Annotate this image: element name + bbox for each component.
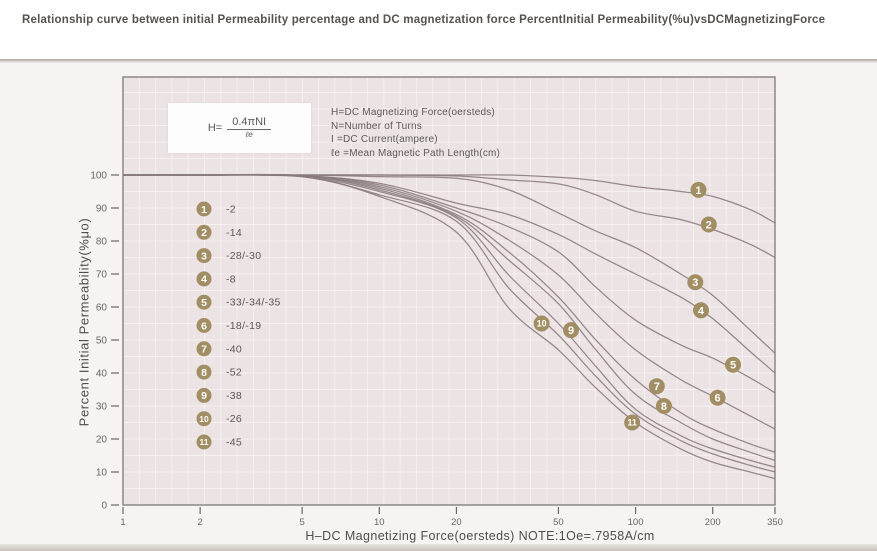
x-tick-label: 2 [197, 517, 203, 528]
definition-line-i: I =DC Current(ampere) [331, 134, 438, 145]
x-tick-label: 350 [767, 517, 783, 528]
definition-line-n: N=Number of Turns [331, 120, 422, 132]
legend-value-9: -38 [226, 389, 243, 402]
y-tick-label: 90 [95, 203, 107, 215]
definition-line-h: H=DC Magnetizing Force(oersteds) [331, 107, 495, 118]
formula-fraction [227, 116, 271, 140]
x-tick-label: 50 [553, 517, 564, 528]
y-axis-label: Percent Initial Permeability(%μo) [76, 217, 92, 427]
y-tick-label: 80 [95, 236, 107, 248]
y-tick-label: 40 [95, 368, 107, 380]
formula-lhs: H= [207, 122, 223, 134]
curve-badge-label-3: 3 [692, 277, 699, 290]
legend-value-7: -40 [226, 343, 243, 356]
x-tick-label: 100 [627, 517, 644, 528]
y-tick-label: 60 [95, 302, 107, 314]
legend-value-3: -28/-30 [226, 250, 262, 263]
legend-value-5: -33/-34/-35 [226, 296, 281, 309]
curve-badge-label-5: 5 [201, 296, 207, 309]
curve-badge-label-9: 9 [567, 325, 575, 338]
x-tick-label: 20 [451, 517, 462, 528]
legend-value-6: -18/-19 [226, 320, 262, 332]
curve-badge-label-11: 11 [627, 417, 637, 428]
curve-badge-label-7: 7 [201, 343, 207, 356]
photo-bottom-edge [0, 544, 877, 551]
definitions-block [331, 106, 500, 160]
y-tick-label: 30 [95, 401, 107, 413]
legend-value-4: -8 [226, 273, 236, 286]
y-tick-label: 10 [95, 467, 107, 479]
formula-box [168, 103, 311, 153]
curve-badge-label-7: 7 [653, 381, 660, 394]
y-tick-label: 100 [90, 170, 107, 182]
curve-badge-label-8: 8 [201, 366, 207, 379]
curve-badge-label-9: 9 [201, 390, 207, 403]
page-title: Relationship curve between initial Permeability percentage and DC magnetization force PercentInitial Permeability(%u)vsDCMagnetizingForce [22, 14, 826, 26]
y-tick-label: 20 [95, 434, 107, 446]
curve-badge-label-8: 8 [660, 400, 667, 413]
y-tick-label: 50 [95, 335, 107, 347]
curve-badge-label-3: 3 [201, 250, 207, 263]
definition-line-le: ℓe =Mean Magnetic Path Length(cm) [331, 147, 501, 159]
curve-badge-label-6: 6 [201, 320, 207, 333]
curve-badge-label-10: 10 [536, 318, 547, 329]
curve-badge-label-11: 11 [199, 437, 209, 448]
curve-badge-label-6: 6 [714, 392, 721, 405]
curve-badge-label-1: 1 [695, 184, 702, 197]
curve-badge-label-4: 4 [697, 305, 705, 318]
y-tick-label: 0 [101, 500, 107, 512]
curve-badge-label-4: 4 [201, 273, 207, 286]
y-tick-label: 70 [95, 269, 107, 281]
legend-value-8: -52 [226, 366, 243, 379]
curve-badge-label-10: 10 [199, 413, 209, 424]
x-axis-label: H–DC Magnetizing Force(oersteds) NOTE:1Oe=.7958A/cm [305, 529, 655, 543]
formula-denominator: ℓe [245, 130, 253, 140]
legend-value-2: -14 [226, 226, 243, 239]
curve-badge-label-5: 5 [729, 359, 737, 372]
legend-value-11: -45 [226, 436, 243, 449]
x-tick-label: 5 [299, 517, 305, 528]
legend-value-10: -26 [226, 413, 243, 426]
x-tick-label: 1 [120, 517, 126, 528]
legend-value-1: -2 [226, 203, 236, 216]
curve-badge-label-2: 2 [201, 227, 207, 240]
curve-badge-label-2: 2 [705, 219, 712, 232]
formula-numerator: 0.4πNI [227, 116, 271, 130]
x-tick-label: 200 [704, 517, 721, 528]
curve-badge-label-1: 1 [201, 203, 207, 216]
x-tick-label: 10 [373, 517, 385, 528]
